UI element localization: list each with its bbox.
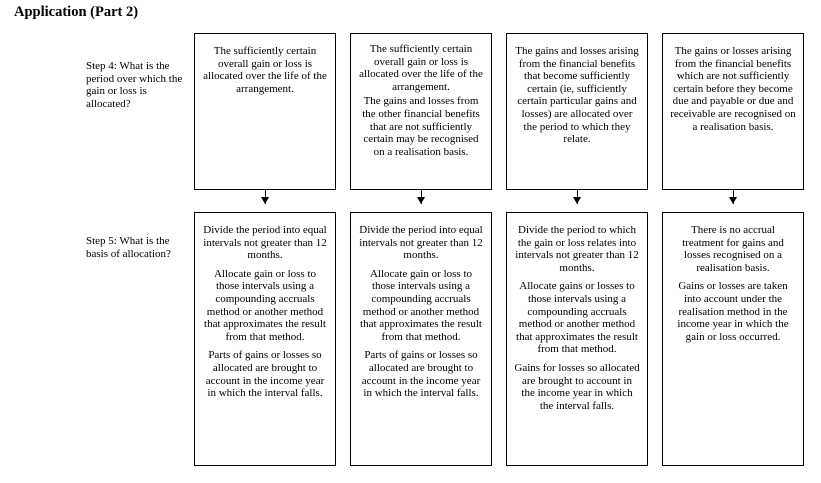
box-paragraph: The gains or losses arising from the financial benefits which are not sufficiently certain before they become due and payable or due and receivable are recognised on a realisation basis.	[670, 45, 796, 133]
box-paragraph: Parts of gains or losses so allocated are brought to account in the income year in which the interval falls.	[361, 349, 481, 400]
box-paragraph: The sufficiently certain overall gain or loss is allocated over the life of the arrangement.	[359, 43, 483, 93]
step4-box-2	[350, 33, 492, 190]
box-paragraph: Parts of gains or losses so allocated are brought to account in the income year in which the interval falls.	[205, 349, 325, 400]
box-paragraph: Divide the period to which the gain or loss relates into intervals not greater than 12 months.	[515, 224, 639, 274]
box-paragraph: The gains and losses arising from the financial benefits that become sufficiently certain (ie, sufficiently certain particular gains and losses) are allocated over the period to which they relate.	[515, 45, 639, 146]
box-paragraph: The sufficiently certain overall gain or loss is allocated over the life of the arrangement.	[203, 45, 327, 95]
box-paragraph: Allocate gains or losses to those intervals using a compounding accruals method or another method that approximates the result from that method.	[516, 280, 638, 356]
box-paragraph: Allocate gain or loss to those intervals using a compounding accruals method or another method that approximates the result from that method.	[360, 267, 482, 343]
arrowhead-1	[261, 197, 269, 204]
box-paragraph: Divide the period into equal intervals not greater than 12 months.	[359, 224, 483, 262]
box-paragraph: There is no accrual treatment for gains and losses recognised on a realisation basis.	[682, 224, 784, 274]
step4-box-4	[662, 33, 804, 190]
box-paragraph: Gains for losses so allocated are brought to account in the income year in which the interval falls.	[514, 361, 640, 412]
box-paragraph: Divide the period into equal intervals not greater than 12 months.	[203, 224, 327, 262]
step4-box-1	[194, 33, 336, 190]
step-4-label: Step 4: What is the period over which the gain or loss is allocated?	[86, 60, 183, 110]
step5-box-4	[662, 212, 804, 466]
step5-box-3	[506, 212, 648, 466]
box-paragraph: Allocate gain or loss to those intervals using a compounding accruals method or another method that approximates the result from that method.	[204, 267, 326, 343]
step-5-label: Step 5: What is the basis of allocation?	[86, 235, 171, 260]
box-paragraph: The gains and losses from the other financial benefits that are not sufficiently certain may be recognised on a realisation basis.	[362, 95, 480, 158]
arrowhead-3	[573, 197, 581, 204]
step5-box-2	[350, 212, 492, 466]
arrowhead-4	[729, 197, 737, 204]
box-paragraph: Gains or losses are taken into account under the realisation method in the income year in which the gain or loss occurred.	[677, 280, 789, 343]
page-title: Application (Part 2)	[14, 4, 139, 20]
arrowhead-2	[417, 197, 425, 204]
step4-box-3	[506, 33, 648, 190]
step5-box-1	[194, 212, 336, 466]
